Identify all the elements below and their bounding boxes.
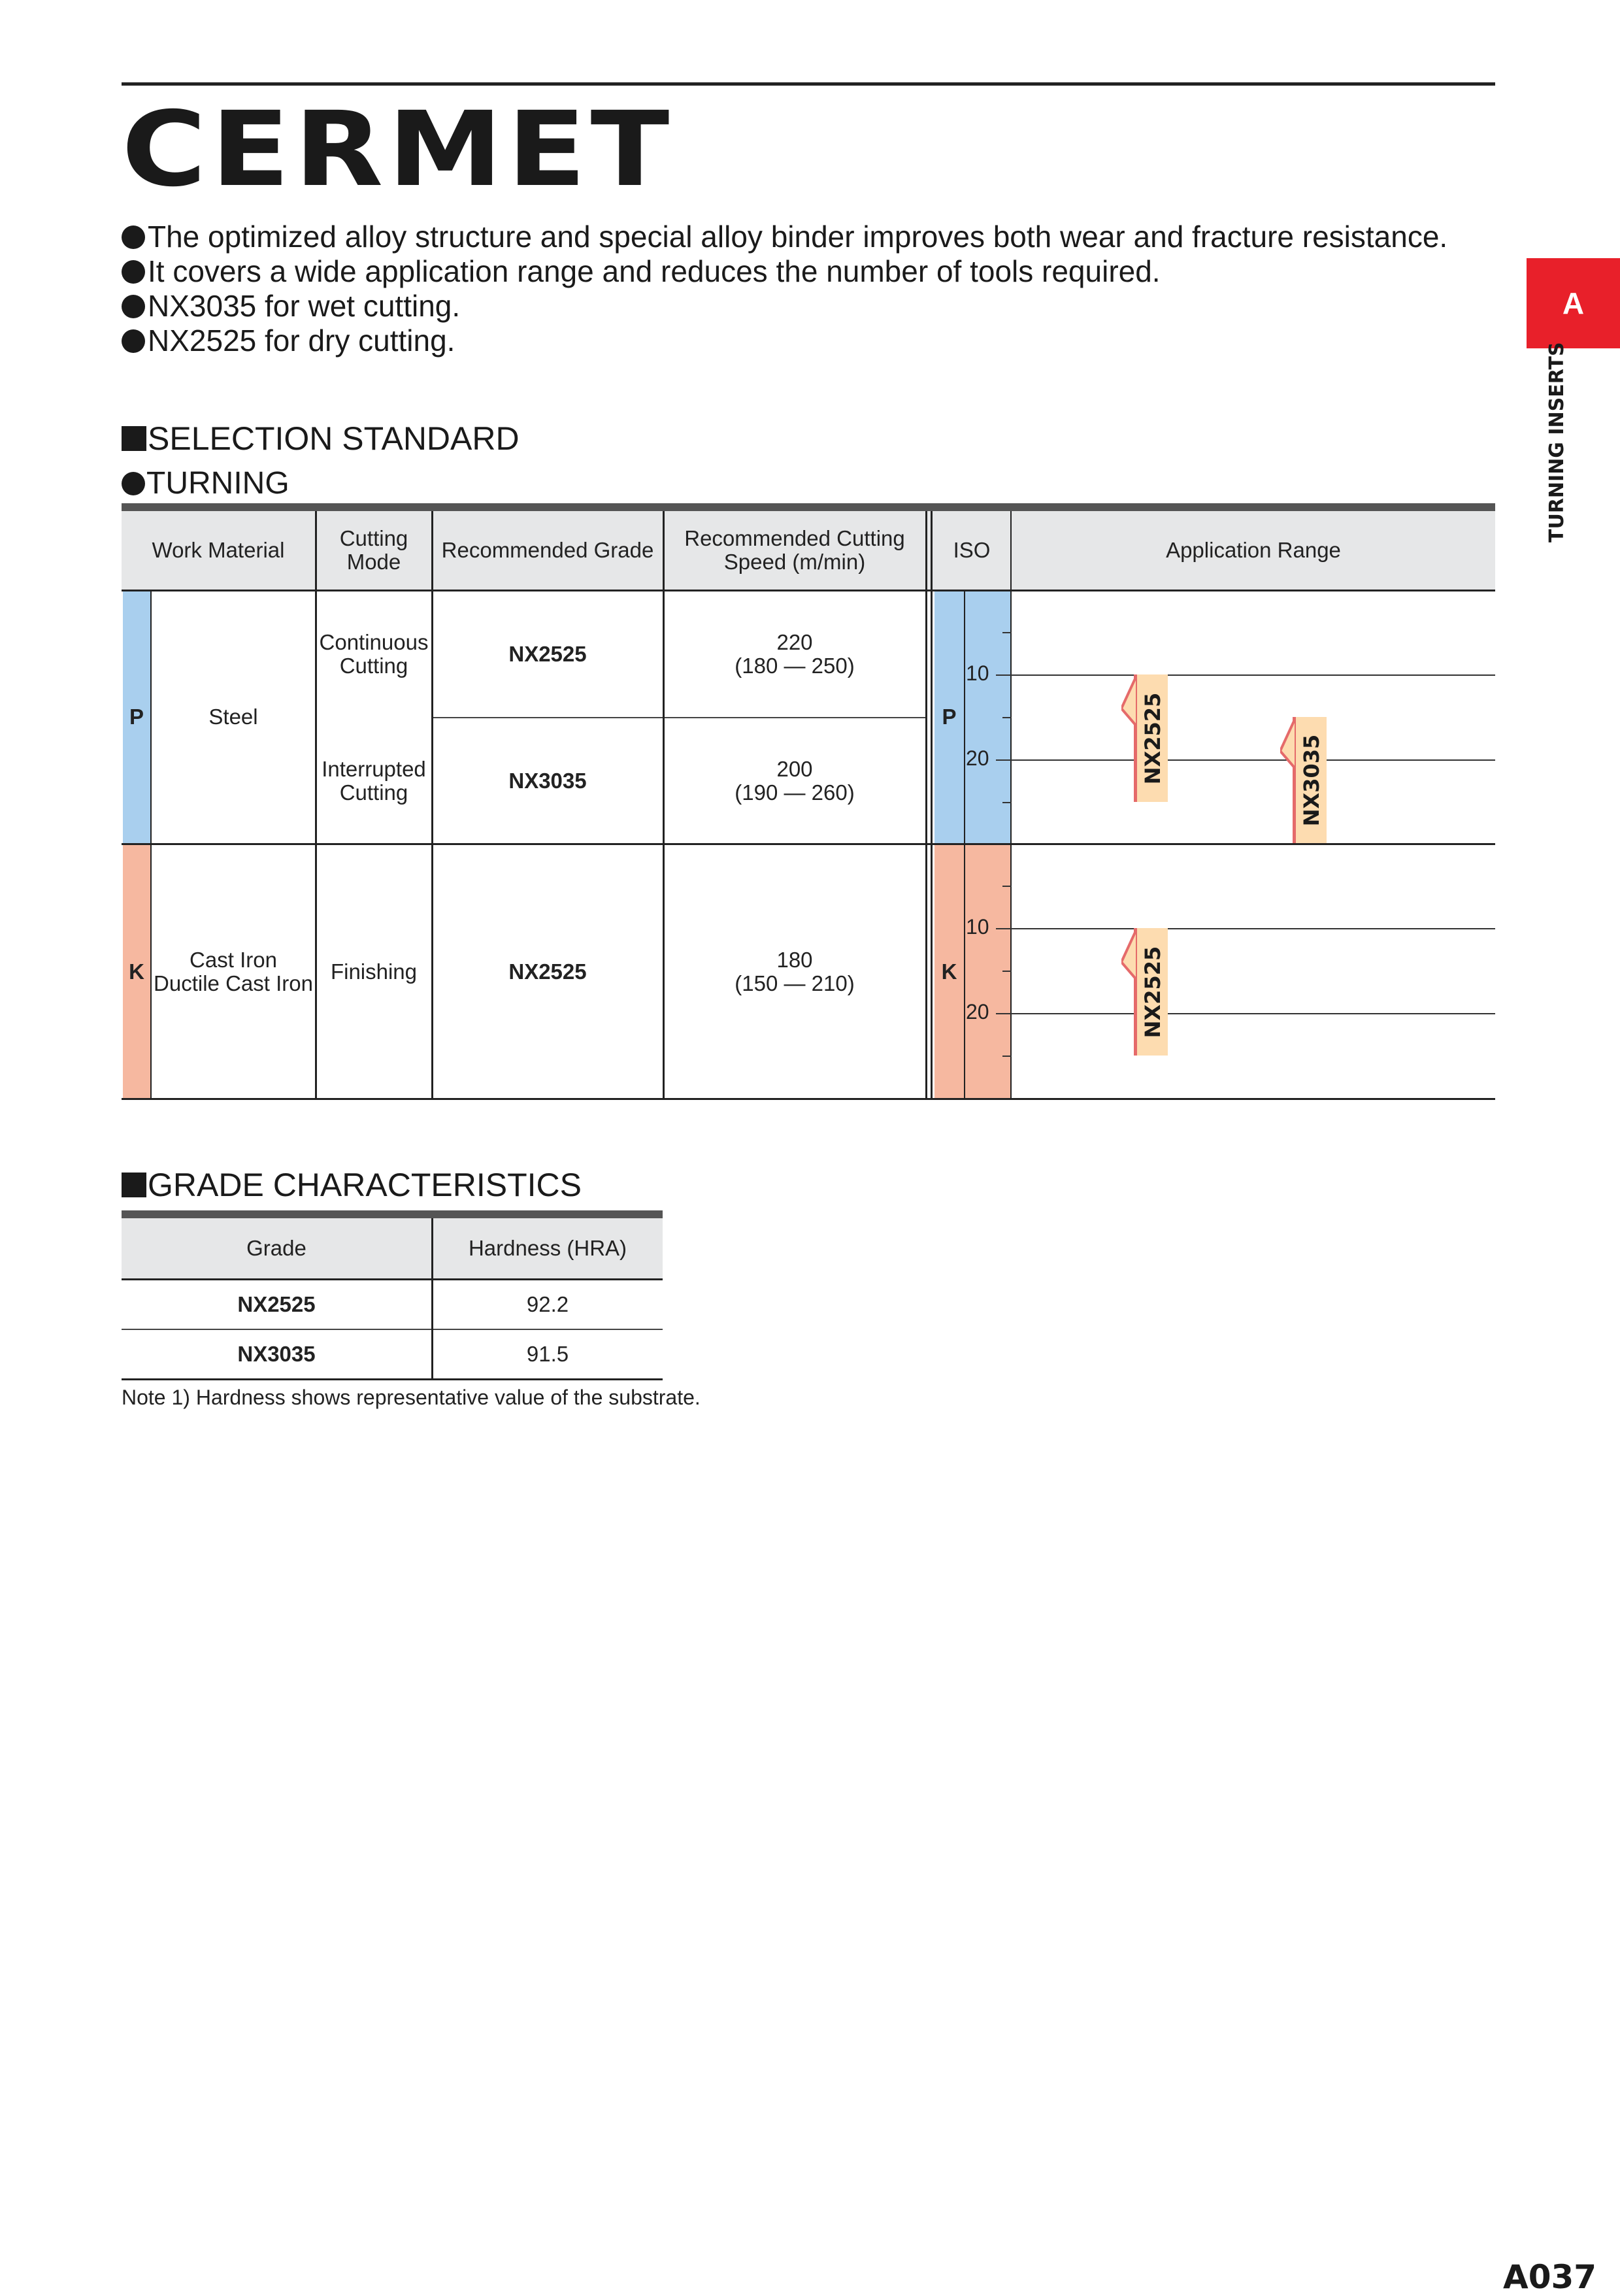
range-gridline <box>996 1013 1495 1014</box>
page-number: A037 <box>1503 2258 1597 2296</box>
recommended-grade: NX2525 <box>508 959 587 984</box>
feature-item: NX2525 for dry cutting. <box>122 324 1447 358</box>
square-bullet-icon <box>122 1173 146 1197</box>
scale-label-10: 10 <box>966 915 989 939</box>
cutting-mode: Finishing <box>330 959 418 984</box>
section-tab-letter[interactable]: A <box>1527 258 1620 348</box>
bullet-icon <box>122 225 145 249</box>
table-top-rule <box>122 503 1495 511</box>
range-bar-nx2525: NX2525 <box>1134 674 1168 802</box>
scale-tick <box>1002 886 1012 887</box>
header-hardness: Hardness (HRA) <box>468 1236 627 1260</box>
scale-tick <box>1002 971 1012 972</box>
cutting-speed: 220 (180 — 250) <box>735 629 855 678</box>
iso-p-label: P <box>129 705 144 729</box>
col-divider <box>964 591 965 1099</box>
selection-heading: SELECTION STANDARD <box>122 420 520 458</box>
work-material: Cast Iron Ductile Cast Iron <box>154 948 313 995</box>
header-cutting-speed: Recommended Cutting Speed (m/min) <box>684 526 905 574</box>
cutting-speed: 180 (150 — 210) <box>735 948 855 995</box>
col-divider <box>925 511 927 1100</box>
header-recommended-grade: Recommended Grade <box>441 538 654 562</box>
turning-subheading: TURNING <box>122 465 289 501</box>
feature-item: NX3035 for wet cutting. <box>122 289 1447 324</box>
scale-tick <box>1002 632 1012 633</box>
square-bullet-icon <box>122 426 146 451</box>
feature-item: It covers a wide application range and reduces the number of tools required. <box>122 254 1447 289</box>
range-bar-arrow-icon <box>1121 674 1137 727</box>
grade-hardness: 91.5 <box>526 1342 569 1366</box>
cutting-mode: Interrupted Cutting <box>322 756 426 805</box>
recommended-grade: NX3035 <box>508 768 587 793</box>
range-gridline <box>996 759 1495 761</box>
header-grade: Grade <box>246 1236 306 1260</box>
range-bar-nx3035: NX3035 <box>1293 717 1327 843</box>
col-divider <box>1010 511 1012 1100</box>
iso-k-label: K <box>129 959 144 984</box>
top-rule <box>122 82 1495 86</box>
header-iso: ISO <box>953 538 991 562</box>
grade-heading: GRADE CHARACTERISTICS <box>122 1166 582 1204</box>
scale-label-20: 20 <box>966 746 989 770</box>
iso-p-scale-label: P <box>942 705 957 729</box>
section-tab-label: TURNING INSERTS <box>1546 342 1568 542</box>
bullet-icon <box>122 295 145 318</box>
scale-tick <box>1002 717 1012 718</box>
grade-name: NX2525 <box>237 1292 316 1316</box>
scale-label-10: 10 <box>966 661 989 685</box>
header-work-material: Work Material <box>152 538 285 562</box>
recommended-grade: NX2525 <box>508 641 587 666</box>
range-bar-arrow-icon <box>1121 928 1137 980</box>
range-bar-arrow-icon <box>1280 717 1296 769</box>
header-application-range: Application Range <box>1166 538 1341 562</box>
bullet-icon <box>122 260 145 284</box>
range-gridline <box>996 674 1495 676</box>
range-bar-nx2525: NX2525 <box>1134 928 1168 1056</box>
feature-list <box>122 220 1447 358</box>
footnote: Note 1) Hardness shows representative value of the substrate. <box>122 1386 701 1409</box>
scale-tick <box>1002 1056 1012 1057</box>
grade-name: NX3035 <box>237 1342 316 1366</box>
range-gridline <box>996 928 1495 929</box>
cutting-mode: Continuous Cutting <box>319 629 429 678</box>
header-cutting-mode: Cutting Mode <box>339 526 408 574</box>
grade-table-top-rule <box>122 1210 663 1218</box>
cutting-speed: 200 (190 — 260) <box>735 756 855 805</box>
feature-item: The optimized alloy structure and special alloy binder improves both wear and fracture resistance. <box>122 220 1447 254</box>
scale-tick <box>1002 802 1012 803</box>
page-title: CERMET <box>122 90 674 210</box>
col-divider <box>931 511 933 1100</box>
bullet-icon <box>122 472 145 495</box>
work-material: Steel <box>208 705 258 729</box>
grade-table-bottom-rule <box>122 1378 663 1380</box>
iso-k-scale-label: K <box>941 959 957 984</box>
scale-label-20: 20 <box>966 1000 989 1023</box>
grade-hardness: 92.2 <box>526 1292 569 1316</box>
bullet-icon <box>122 329 145 353</box>
